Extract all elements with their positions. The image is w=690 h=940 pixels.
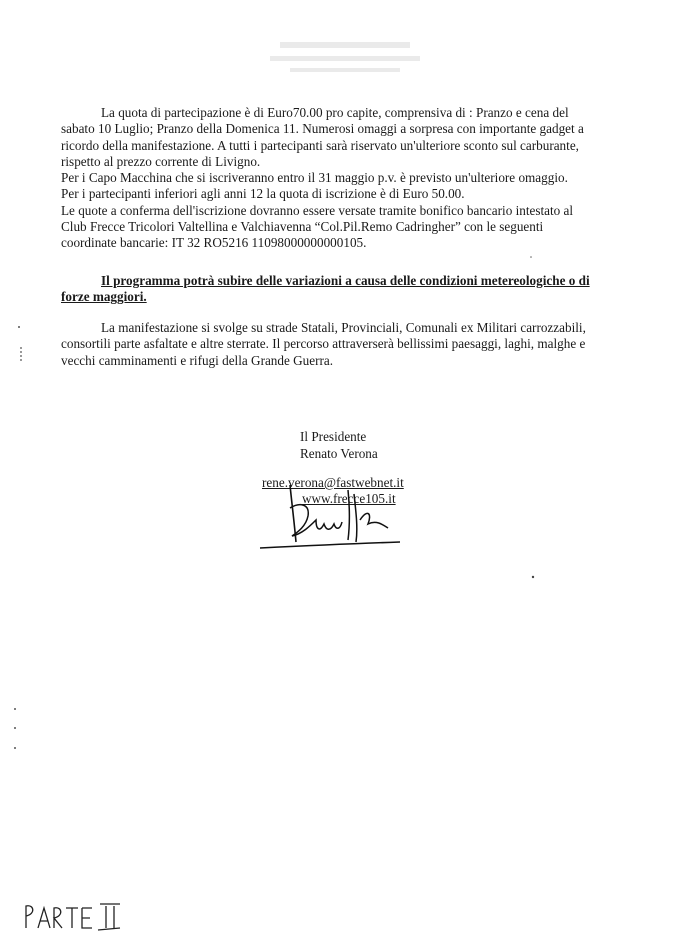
- text-line: Per i Capo Macchina che si iscriveranno entro il 31 maggio p.v. è previsto un'ulteriore omaggio.: [61, 170, 568, 186]
- text-line: Le quote a conferma dell'iscrizione dovranno essere versate tramite bonifico bancario intestato al: [61, 202, 574, 218]
- text-line: sabato 10 Luglio; Pranzo della Domenica 11. Numerosi omaggi a sorpresa con importante gadget a: [61, 121, 584, 137]
- website-link[interactable]: www.frecce105.it: [302, 491, 396, 506]
- signer-title: Il Presidente: [300, 429, 367, 444]
- margin-mark: [528, 254, 534, 260]
- text-line: rispetto al prezzo corrente di Livigno.: [61, 153, 261, 169]
- text-line: Club Frecce Tricolori Valtellina e Valchiavenna “Col.Pil.Remo Cadringher” con le seguenti: [61, 219, 544, 235]
- text-line: Per i partecipanti inferiori agli anni 12 la quota di iscrizione è di Euro 50.00.: [61, 186, 465, 202]
- margin-mark: [16, 324, 22, 330]
- text-line: vecchi camminamenti e rifugi della Grande Guerra.: [61, 352, 334, 368]
- signer-name: Renato Verona: [300, 446, 378, 461]
- text-line: Il programma potrà subire delle variazioni a causa delle condizioni metereologiche o di: [101, 273, 590, 288]
- route-description-paragraph: [61, 320, 606, 369]
- participation-fee-paragraph: [61, 105, 606, 252]
- margin-mark: [18, 346, 24, 364]
- text-line: consortili parte asfaltate e altre sterrate. Il percorso attraverserà bellissimi paesaggi, laghi, malghe e: [61, 336, 586, 352]
- weather-notice: [61, 273, 606, 306]
- margin-mark: [530, 574, 536, 580]
- email-link[interactable]: rene.verona@fastwebnet.it: [262, 475, 404, 490]
- signature-block: [300, 428, 378, 462]
- text-line: ricordo della manifestazione. A tutti i partecipanti sarà riservato un'ulteriore sconto sul carburante,: [61, 137, 579, 153]
- handwritten-signature: [250, 480, 410, 560]
- text-line: forze maggiori.: [61, 289, 147, 305]
- text-line: La quota di partecipazione è di Euro70.00 pro capite, comprensiva di : Pranzo e cena del: [101, 105, 569, 120]
- show-through-watermark: [270, 34, 420, 90]
- text-line: coordinate bancarie: IT 32 RO5216 11098000000000105.: [61, 235, 367, 251]
- margin-mark: [12, 706, 18, 752]
- text-line: La manifestazione si svolge su strade Statali, Provinciali, Comunali ex Militari carrozzabili,: [101, 320, 586, 335]
- handwritten-page-label: [22, 898, 122, 934]
